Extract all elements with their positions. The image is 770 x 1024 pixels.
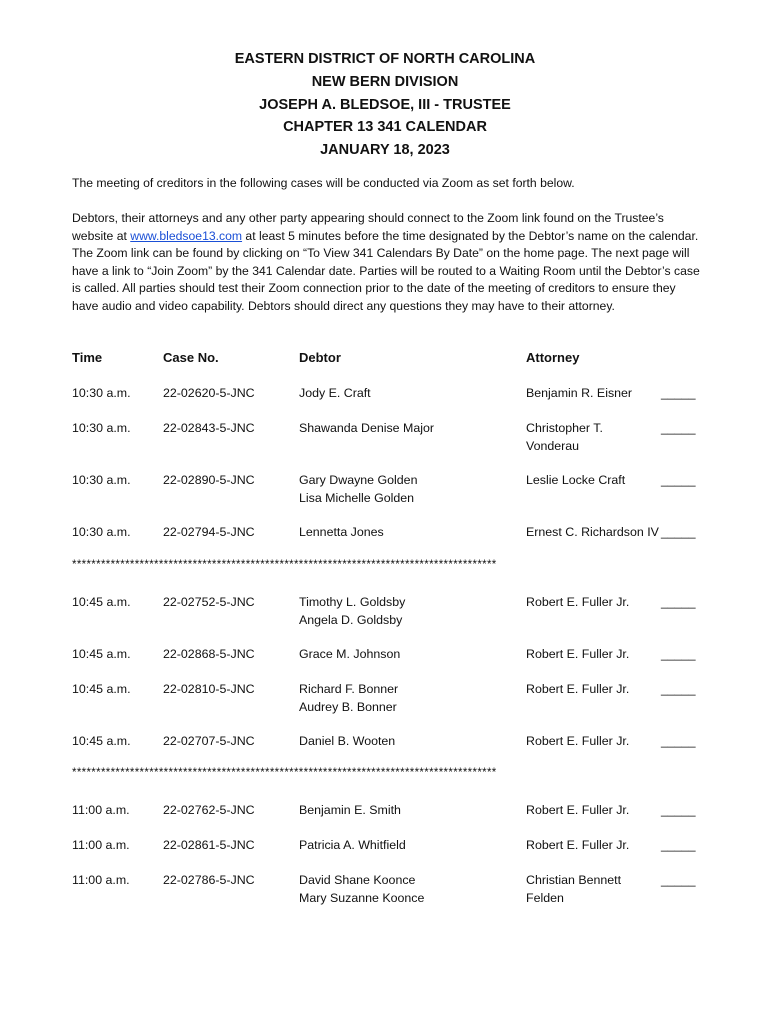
header-division: NEW BERN DIVISION (311, 73, 459, 90)
row-signature-blank: _____ (661, 421, 696, 435)
row-time: 10:30 a.m. (72, 421, 131, 435)
row-attorney (526, 733, 629, 751)
row-attorney-line-1: Robert E. Fuller Jr. (526, 838, 630, 852)
row-debtor (299, 472, 417, 507)
row-debtor-line-2: Mary Suzanne Koonce (299, 890, 425, 905)
row-debtor (299, 646, 400, 664)
group-separator: **************************************************************************************** (72, 767, 497, 779)
row-debtor-line-1: Timothy L. Goldsby (299, 595, 406, 609)
row-case-no: 22-02868-5-JNC (163, 647, 255, 661)
header-trustee: JOSEPH A. BLEDSOE, III - TRUSTEE (259, 96, 511, 113)
row-time: 10:30 a.m. (72, 525, 131, 539)
row-time: 10:45 a.m. (72, 595, 131, 609)
row-signature-blank: _____ (661, 803, 696, 817)
row-debtor-line-2: Lisa Michelle Golden (299, 490, 415, 505)
row-signature-blank: _____ (661, 838, 696, 852)
row-time: 10:30 a.m. (72, 386, 131, 400)
row-case-no: 22-02843-5-JNC (163, 421, 255, 435)
row-attorney-line-1: Robert E. Fuller Jr. (526, 647, 630, 661)
row-attorney-line-2: Vonderau (526, 438, 580, 453)
row-time: 10:45 a.m. (72, 734, 131, 748)
row-signature-blank: _____ (661, 682, 696, 696)
row-debtor-line-2: Audrey B. Bonner (299, 699, 397, 714)
row-debtor-line-1: Lennetta Jones (299, 525, 384, 539)
row-case-no: 22-02762-5-JNC (163, 803, 255, 817)
row-debtor (299, 733, 395, 751)
row-debtor-line-1: Patricia A. Whitfield (299, 838, 406, 852)
row-debtor-line-1: David Shane Koonce (299, 873, 416, 887)
row-attorney-line-1: Robert E. Fuller Jr. (526, 734, 630, 748)
instructions-text-1: Debtors, their attorneys and any other party appearing should connect to the Zoom link found on the Trustee’s website at (72, 211, 664, 243)
row-time: 10:45 a.m. (72, 682, 131, 696)
header-case-no: Case No. (163, 350, 219, 365)
header-date: JANUARY 18, 2023 (320, 142, 450, 159)
row-case-no: 22-02786-5-JNC (163, 873, 255, 887)
row-attorney-line-1: Christopher T. (526, 421, 603, 435)
row-attorney-line-1: Benjamin R. Eisner (526, 386, 633, 400)
row-attorney (526, 420, 603, 455)
row-debtor (299, 681, 398, 716)
row-attorney (526, 646, 629, 664)
row-signature-blank: _____ (661, 647, 696, 661)
row-time: 10:30 a.m. (72, 473, 131, 487)
row-case-no: 22-02890-5-JNC (163, 473, 255, 487)
row-signature-blank: _____ (661, 386, 696, 400)
row-attorney-line-1: Robert E. Fuller Jr. (526, 682, 630, 696)
row-case-no: 22-02810-5-JNC (163, 682, 255, 696)
header-time: Time (72, 350, 103, 365)
instructions-text-2: at least 5 minutes before the time designated by the Debtor’s name on the calendar. The Zoom link can be found by clicking on “To View 341 Calendars By Date” on the home page. The next page will have a link to “Join Zoom” by the 341 Calendar date. Parties will be routed to a Waiting Room until the Debtor’s case is called. All parties should test their Zoom connection prior to the date of the meeting of creditors to ensure they have audio and video capability. Debtors should direct any questions they may have to their attorney. (72, 228, 700, 313)
row-debtor (299, 872, 424, 907)
row-signature-blank: _____ (661, 873, 696, 887)
row-case-no: 22-02861-5-JNC (163, 838, 255, 852)
row-attorney-line-1: Robert E. Fuller Jr. (526, 803, 630, 817)
row-attorney-line-1: Christian Bennett (526, 873, 622, 887)
document-header (0, 48, 770, 162)
row-attorney (526, 872, 621, 907)
row-time: 10:45 a.m. (72, 647, 131, 661)
row-attorney-line-1: Ernest C. Richardson IV (526, 525, 659, 539)
row-case-no: 22-02752-5-JNC (163, 595, 255, 609)
row-debtor (299, 594, 405, 629)
instructions-paragraph (72, 210, 702, 315)
row-debtor (299, 524, 384, 542)
row-time: 11:00 a.m. (72, 838, 130, 852)
row-case-no: 22-02707-5-JNC (163, 734, 255, 748)
row-attorney (526, 837, 629, 855)
row-signature-blank: _____ (661, 734, 696, 748)
trustee-website-link[interactable]: www.bledsoe13.com (130, 228, 243, 243)
row-debtor (299, 385, 371, 403)
row-signature-blank: _____ (661, 595, 696, 609)
row-attorney (526, 524, 659, 542)
group-separator: **************************************************************************************** (72, 559, 497, 571)
header-debtor: Debtor (299, 350, 341, 365)
row-debtor-line-1: Grace M. Johnson (299, 647, 401, 661)
row-debtor-line-1: Richard F. Bonner (299, 682, 399, 696)
row-attorney (526, 681, 629, 699)
row-signature-blank: _____ (661, 473, 696, 487)
header-attorney: Attorney (526, 350, 580, 365)
row-case-no: 22-02794-5-JNC (163, 525, 255, 539)
row-attorney-line-1: Leslie Locke Craft (526, 473, 626, 487)
row-debtor-line-2: Angela D. Goldsby (299, 612, 403, 627)
header-calendar-title: CHAPTER 13 341 CALENDAR (283, 119, 487, 136)
row-attorney-line-2: Felden (526, 890, 564, 905)
row-debtor-line-1: Shawanda Denise Major (299, 421, 434, 435)
row-debtor (299, 802, 401, 820)
row-debtor-line-1: Jody E. Craft (299, 386, 371, 400)
row-attorney (526, 385, 632, 403)
row-attorney (526, 594, 629, 612)
row-debtor-line-1: Benjamin E. Smith (299, 803, 401, 817)
row-debtor (299, 420, 434, 438)
row-time: 11:00 a.m. (72, 873, 130, 887)
row-debtor (299, 837, 406, 855)
header-district: EASTERN DISTRICT OF NORTH CAROLINA (234, 51, 536, 67)
row-attorney (526, 472, 625, 490)
row-case-no: 22-02620-5-JNC (163, 386, 255, 400)
row-time: 11:00 a.m. (72, 803, 130, 817)
row-attorney (526, 802, 629, 820)
row-signature-blank: _____ (661, 525, 696, 539)
row-attorney-line-1: Robert E. Fuller Jr. (526, 595, 630, 609)
row-debtor-line-1: Gary Dwayne Golden (299, 473, 418, 487)
intro-paragraph: The meeting of creditors in the following cases will be conducted via Zoom as set forth below. (72, 176, 575, 190)
row-debtor-line-1: Daniel B. Wooten (299, 734, 396, 748)
